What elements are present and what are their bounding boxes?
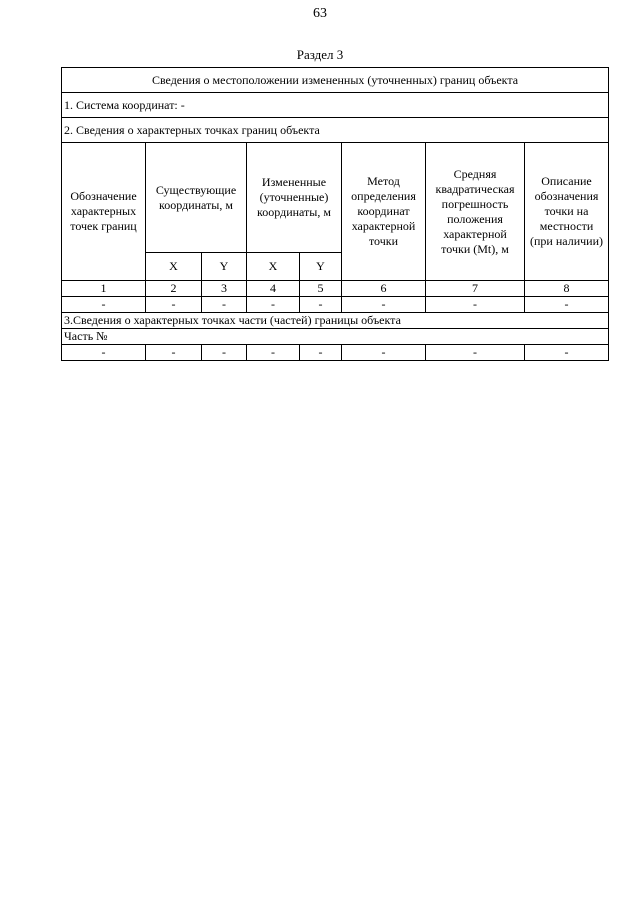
section-title: Раздел 3 xyxy=(296,47,344,62)
table-cell: - xyxy=(247,345,300,361)
coord-system-row: 1. Система координат: - xyxy=(62,93,609,118)
table-cell: - xyxy=(202,345,247,361)
table-cell: - xyxy=(300,297,342,313)
header-changed-x: X xyxy=(247,253,300,281)
column-number: 4 xyxy=(247,281,300,297)
header-changed-coords: Измененные (уточненные) координаты, м xyxy=(247,143,342,253)
header-existing-x: X xyxy=(146,253,202,281)
column-number-row xyxy=(62,281,609,297)
table-cell: - xyxy=(426,345,525,361)
table-cell: - xyxy=(202,297,247,313)
table-cell: - xyxy=(525,297,609,313)
column-number: 3 xyxy=(202,281,247,297)
part-number-row: Часть № xyxy=(62,329,609,345)
table-cell: - xyxy=(247,297,300,313)
table-cell: - xyxy=(342,345,426,361)
column-number: 6 xyxy=(342,281,426,297)
table-cell: - xyxy=(62,345,146,361)
column-number: 1 xyxy=(62,281,146,297)
table-cell: - xyxy=(342,297,426,313)
header-existing-coords: Существующие координаты, м xyxy=(146,143,247,253)
header-method: Метод определения координат характерной точки xyxy=(342,143,426,281)
column-number: 2 xyxy=(146,281,202,297)
table-cell: - xyxy=(525,345,609,361)
points-data-row xyxy=(62,297,609,313)
column-number: 7 xyxy=(426,281,525,297)
table-cell: - xyxy=(146,297,202,313)
part-section-row: 3.Сведения о характерных точках части (частей) границы объекта xyxy=(62,313,609,329)
boundary-table xyxy=(61,67,609,361)
table-cell: - xyxy=(146,345,202,361)
header-designation: Обозначение характерных точек границ xyxy=(62,143,146,281)
part-data-row xyxy=(62,345,609,361)
table-cell: - xyxy=(62,297,146,313)
page-number: 63 xyxy=(313,6,327,21)
table-cell: - xyxy=(300,345,342,361)
points-section-row: 2. Сведения о характерных точках границ объекта xyxy=(62,118,609,143)
header-existing-y: Y xyxy=(202,253,247,281)
header-error: Средняя квадратическая погрешность положения характерной точки (Mt), м xyxy=(426,143,525,281)
column-number: 8 xyxy=(525,281,609,297)
header-changed-y: Y xyxy=(300,253,342,281)
header-description: Описание обозначения точки на местности (при наличии) xyxy=(525,143,609,281)
column-number: 5 xyxy=(300,281,342,297)
table-cell: - xyxy=(426,297,525,313)
table-title: Сведения о местоположении измененных (уточненных) границ объекта xyxy=(62,68,609,93)
